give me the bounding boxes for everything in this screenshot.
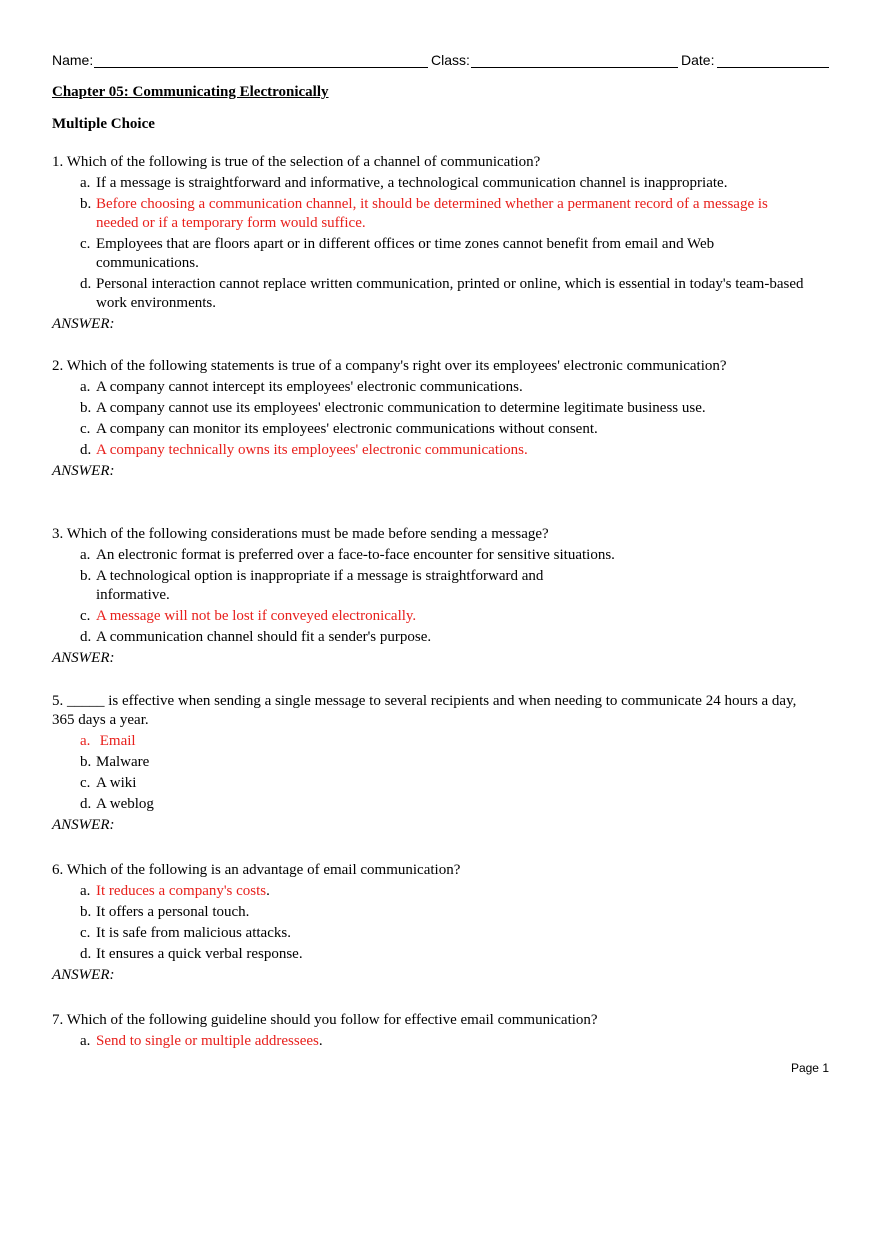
- option-text-highlighted: It reduces a company's costs: [96, 883, 267, 899]
- option-a: [52, 732, 822, 751]
- option-text: A communication channel should fit a sender's purpose.: [96, 629, 432, 645]
- question-7: [52, 1011, 822, 1051]
- option-text: Malware: [96, 754, 150, 770]
- name-label: Name:: [52, 52, 94, 68]
- option-c: [52, 235, 812, 273]
- option-d: [52, 628, 822, 647]
- option-b: [52, 903, 822, 922]
- option-text: A company can monitor its employees' electronic communications without consent.: [96, 421, 598, 437]
- answer-label: ANSWER:: [52, 463, 115, 479]
- option-letter: a.: [80, 379, 91, 395]
- option-text: Personal interaction cannot replace written communication, printed or online, which is essential in today's team-based work environments.: [96, 276, 804, 311]
- option-a: [52, 378, 822, 397]
- date-blank: [717, 67, 829, 68]
- option-text: An electronic format is preferred over a face-to-face encounter for sensitive situations.: [96, 547, 615, 563]
- question-stem: 5. _____ is effective when sending a single message to several recipients and when needing to communicate 24 hours a day, 365 days a year.: [52, 693, 797, 728]
- question-2: [52, 357, 822, 481]
- option-a: [52, 1032, 822, 1051]
- option-c: [52, 924, 822, 943]
- option-letter: b.: [80, 400, 92, 416]
- option-letter: b.: [80, 196, 92, 212]
- option-text: A wiki: [96, 775, 137, 791]
- option-letter: c.: [80, 236, 91, 252]
- option-letter: a.: [80, 883, 91, 899]
- option-text: It offers a personal touch.: [96, 904, 250, 920]
- section-heading: Multiple Choice: [52, 116, 155, 132]
- option-text: A company cannot intercept its employees' electronic communications.: [96, 379, 523, 395]
- option-letter: d.: [80, 276, 92, 292]
- option-text: It ensures a quick verbal response.: [96, 946, 303, 962]
- option-a: [52, 174, 822, 193]
- option-a: [52, 882, 822, 901]
- option-text: A company cannot use its employees' electronic communication to determine legitimate business use.: [96, 400, 706, 416]
- option-text: A technological option is inappropriate if a message is straightforward and informative.: [96, 568, 544, 603]
- trailing-period: .: [266, 883, 270, 899]
- question-stem: 2. Which of the following statements is true of a company's right over its employees' electronic communication?: [52, 358, 727, 374]
- option-letter: d.: [80, 796, 92, 812]
- option-letter: d.: [80, 442, 92, 458]
- option-b: [52, 753, 822, 772]
- option-text: Employees that are floors apart or in different offices or time zones cannot benefit from email and Web communications.: [96, 236, 715, 271]
- option-c: [52, 774, 822, 793]
- header-fields: [52, 52, 829, 70]
- option-a: [52, 546, 822, 565]
- answer-label: ANSWER:: [52, 316, 115, 332]
- option-text: A weblog: [96, 796, 154, 812]
- option-c: [52, 420, 822, 439]
- trailing-period: .: [318, 1033, 323, 1049]
- chapter-title: Chapter 05: Communicating Electronically: [52, 84, 329, 100]
- option-letter: a.: [80, 733, 91, 749]
- option-text-highlighted: Send to single or multiple addressees: [96, 1033, 319, 1049]
- answer-label: ANSWER:: [52, 967, 115, 983]
- question-3: [52, 525, 822, 668]
- option-d: [52, 441, 822, 460]
- answer-label: ANSWER:: [52, 650, 115, 666]
- option-letter: c.: [80, 608, 91, 624]
- name-blank: [94, 67, 428, 68]
- option-letter: d.: [80, 629, 92, 645]
- option-text-highlighted: Before choosing a communication channel, it should be determined whether a permanent record of a message is needed or if a temporary form would suffice.: [96, 196, 768, 231]
- option-b: [52, 567, 616, 605]
- option-letter: b.: [80, 754, 92, 770]
- option-d: [52, 275, 816, 313]
- option-letter: a.: [80, 1033, 91, 1049]
- question-1: [52, 153, 822, 334]
- option-letter: c.: [80, 775, 91, 791]
- class-blank: [471, 67, 678, 68]
- question-stem: 1. Which of the following is true of the selection of a channel of communication?: [52, 154, 541, 170]
- option-letter: c.: [80, 421, 91, 437]
- option-c: [52, 607, 822, 626]
- question-stem: 3. Which of the following considerations must be made before sending a message?: [52, 526, 549, 542]
- option-text-highlighted: Email: [96, 733, 136, 749]
- date-label: Date:: [681, 52, 715, 68]
- question-5: [52, 692, 822, 835]
- option-text-highlighted: A company technically owns its employees' electronic communications.: [96, 442, 528, 458]
- page-number: Page 1: [790, 1061, 829, 1075]
- option-letter: a.: [80, 175, 91, 191]
- option-d: [52, 945, 822, 964]
- question-stem: 6. Which of the following is an advantage of email communication?: [52, 862, 461, 878]
- option-text: If a message is straightforward and informative, a technological communication channel is inappropriate.: [96, 175, 728, 191]
- question-stem: 7. Which of the following guideline should you follow for effective email communication?: [52, 1012, 598, 1028]
- option-text-highlighted: A message will not be lost if conveyed electronically.: [96, 608, 417, 624]
- question-6: [52, 861, 822, 985]
- option-b: [52, 399, 756, 418]
- class-label: Class:: [431, 52, 470, 68]
- option-letter: b.: [80, 568, 92, 584]
- option-letter: c.: [80, 925, 91, 941]
- answer-label: ANSWER:: [52, 817, 115, 833]
- option-text: It is safe from malicious attacks.: [96, 925, 291, 941]
- option-b: [52, 195, 802, 233]
- option-letter: d.: [80, 946, 92, 962]
- option-letter: a.: [80, 547, 91, 563]
- option-d: [52, 795, 822, 814]
- option-letter: b.: [80, 904, 92, 920]
